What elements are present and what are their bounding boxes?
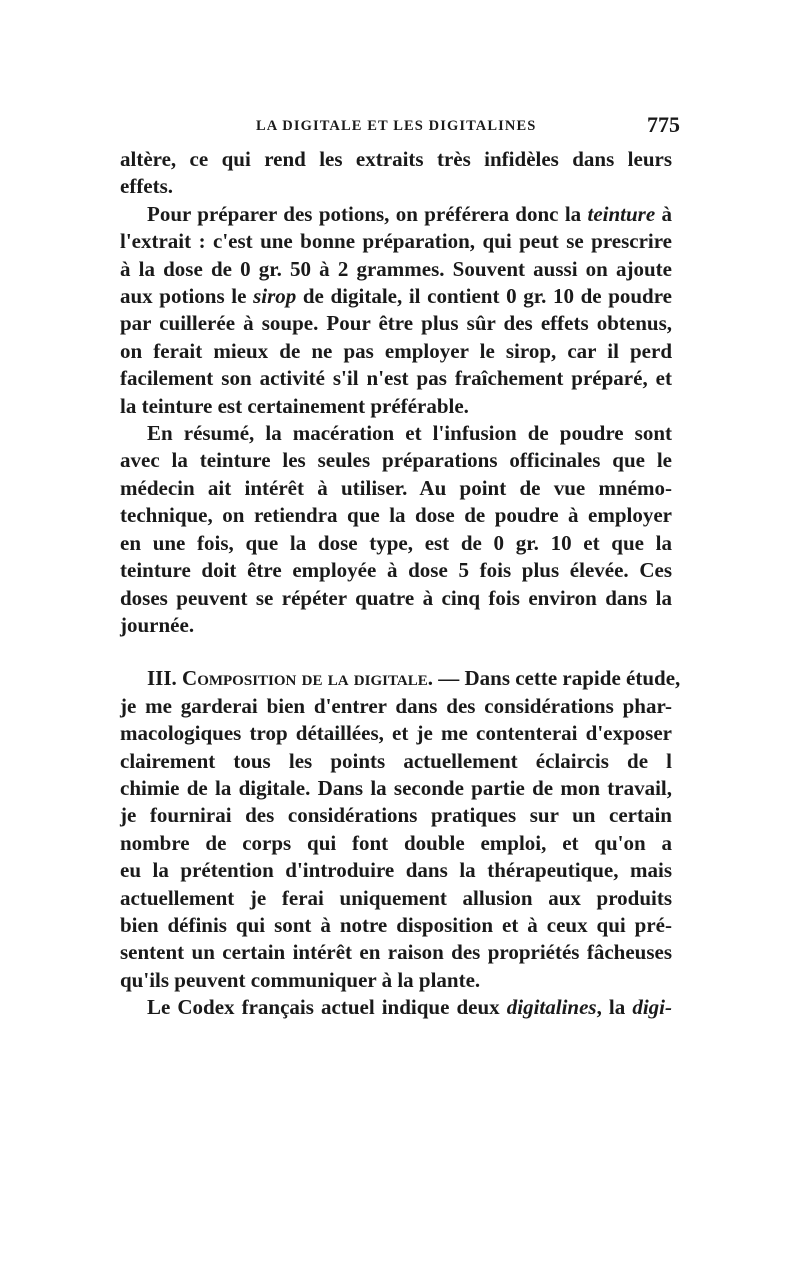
paragraph-5 <box>120 994 672 1021</box>
section-heading-line: III. Composition de la digitale. — Dans cette rapide étude, <box>147 666 681 691</box>
text-line: par cuillerée à soupe. Pour être plus sûr des effets obtenus, <box>120 311 672 336</box>
running-title: LA DIGITALE ET LES DIGITALINES <box>256 118 537 134</box>
text-line: nombre de corps qui font double emploi, et qu'on a <box>120 830 672 855</box>
text-line: En résumé, la macération et l'infusion de poudre sont <box>147 421 672 446</box>
italic-term: sirop <box>253 284 297 309</box>
text-line: avec la teinture les seules préparations officinales que le <box>120 448 672 473</box>
section-heading: Composition de la digitale. <box>182 666 433 691</box>
text-line: qu'ils peuvent communiquer à la plante. <box>120 967 481 992</box>
text-line: aux potions le sirop de digitale, il contient 0 gr. 10 de poudre <box>120 284 672 309</box>
paragraph-1 <box>120 146 672 201</box>
italic-term: teinture <box>587 201 656 226</box>
text-line: je fournirai des considérations pratiques sur un certain <box>120 803 672 828</box>
text-line: à la dose de 0 gr. 50 à 2 grammes. Souvent aussi on ajoute <box>120 256 672 281</box>
text-line: médecin ait intérêt à utiliser. Au point de vue mnémo- <box>120 475 672 500</box>
text-line: altère, ce qui rend les extraits très infidèles dans leurs <box>120 147 672 171</box>
text-line: clairement tous les points actuellement éclaircis de l <box>120 748 672 773</box>
text-line: Pour préparer des potions, on préférera donc la teinture à <box>147 201 673 226</box>
italic-term: digi- <box>632 995 672 1020</box>
text-line: facilement son activité s'il n'est pas fraîchement préparé, et <box>120 366 672 391</box>
text-line: je me garderai bien d'entrer dans des considérations phar- <box>120 693 672 718</box>
text-line: effets. <box>120 174 174 199</box>
text-line: teinture doit être employée à dose 5 fois plus élevée. Ces <box>120 558 672 583</box>
page-number: 775 <box>647 112 680 137</box>
text-line: actuellement je ferai uniquement allusion aux produits <box>120 885 672 910</box>
text-line: doses peuvent se répéter quatre à cinq fois environ dans la <box>120 585 672 610</box>
text-line: l'extrait : c'est une bonne préparation, qui peut se prescrire <box>120 229 672 254</box>
section-gap <box>120 639 672 665</box>
text-line: journée. <box>120 612 195 637</box>
text-line: macologiques trop détaillées, et je me contenterai d'exposer <box>120 721 672 746</box>
text-line: technique, on retiendra que la dose de poudre à employer <box>120 503 672 528</box>
paragraph-2 <box>120 201 672 420</box>
paragraph-3 <box>120 420 672 639</box>
italic-term: digitalines <box>506 995 597 1020</box>
text-line: Le Codex français actuel indique deux digitalines, la digi- <box>147 995 672 1020</box>
text-line: en une fois, que la dose type, est de 0 gr. 10 et que la <box>120 530 672 555</box>
text-line: bien définis qui sont à notre disposition et à ceux qui pré- <box>120 912 672 937</box>
running-head <box>120 112 680 142</box>
section-composition <box>120 665 681 994</box>
body-text <box>120 146 681 1022</box>
text-line: chimie de la digitale. Dans la seconde partie de mon travail, <box>120 775 672 800</box>
text-line: la teinture est certainement préférable. <box>120 393 469 418</box>
text-line: sentent un certain intérêt en raison des propriétés fâcheuses <box>120 940 672 965</box>
text-line: on ferait mieux de ne pas employer le sirop, car il perd <box>120 338 672 363</box>
text-line: eu la prétention d'introduire dans la thérapeutique, mais <box>120 858 672 883</box>
